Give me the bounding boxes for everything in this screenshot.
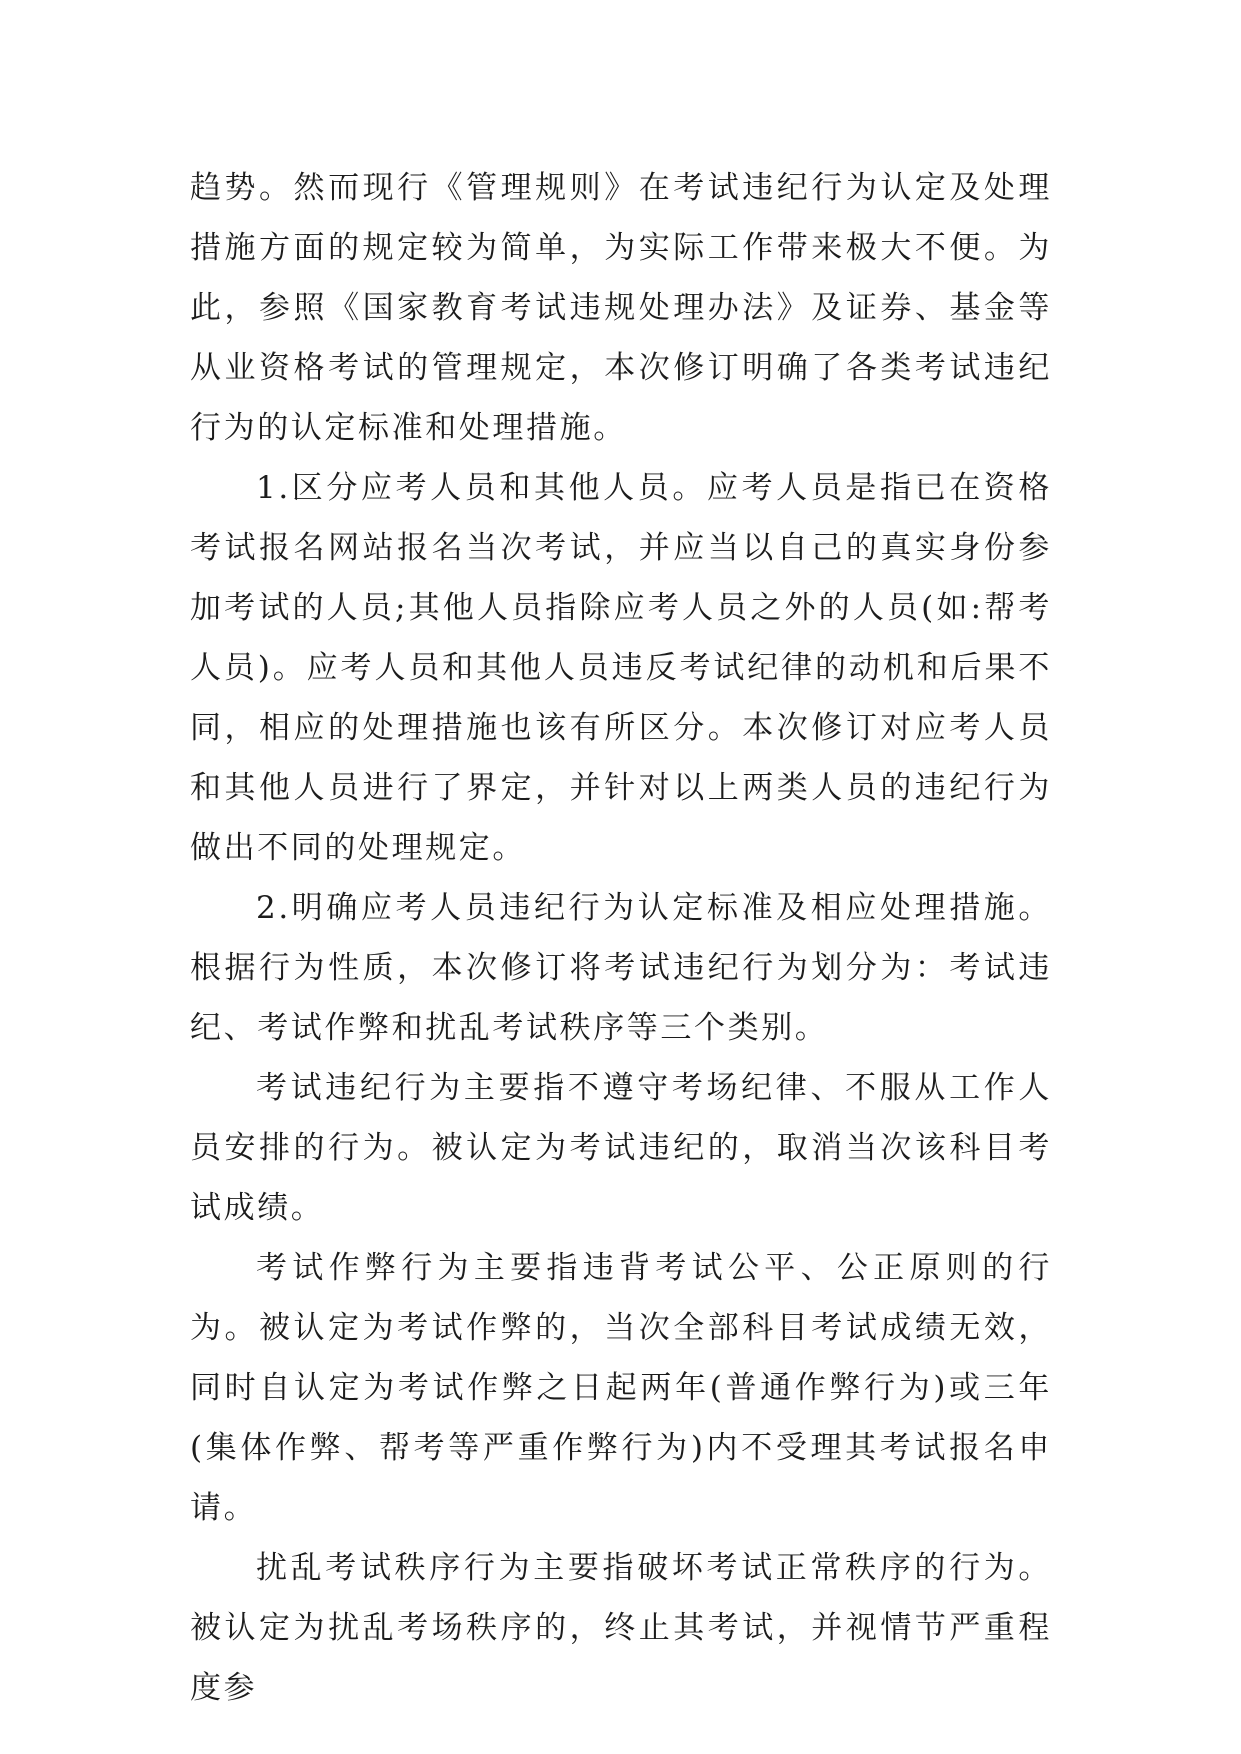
paragraph-6: 扰乱考试秩序行为主要指破坏考试正常秩序的行为。被认定为扰乱考场秩序的，终止其考试，并视情节严重程度参 <box>190 1550 1052 1706</box>
paragraph-3: 2.明确应考人员违纪行为认定标准及相应处理措施。根据行为性质，本次修订将考试违纪行为划分为：考试违纪、考试作弊和扰乱考试秩序等三个类别。 <box>190 890 1052 1046</box>
paragraph-1: 趋势。然而现行《管理规则》在考试违纪行为认定及处理措施方面的规定较为简单，为实际工作带来极大不便。为此，参照《国家教育考试违规处理办法》及证券、基金等从业资格考试的管理规定，本次修订明确了各类考试违纪行为的认定标准和处理措施。 <box>190 170 1052 446</box>
paragraph-2: 1.区分应考人员和其他人员。应考人员是指已在资格考试报名网站报名当次考试，并应当以自己的真实身份参加考试的人员;其他人员指除应考人员之外的人员(如:帮考人员)。应考人员和其他人员违反考试纪律的动机和后果不同，相应的处理措施也该有所区分。本次修订对应考人员和其他人员进行了界定，并针对以上两类人员的违纪行为做出不同的处理规定。 <box>190 470 1052 866</box>
paragraph-5: 考试作弊行为主要指违背考试公平、公正原则的行为。被认定为考试作弊的，当次全部科目考试成绩无效，同时自认定为考试作弊之日起两年(普通作弊行为)或三年(集体作弊、帮考等严重作弊行为)内不受理其考试报名申请。 <box>190 1250 1052 1526</box>
paragraph-4: 考试违纪行为主要指不遵守考场纪律、不服从工作人员安排的行为。被认定为考试违纪的，取消当次该科目考试成绩。 <box>190 1070 1052 1226</box>
document-body <box>190 158 1052 1718</box>
